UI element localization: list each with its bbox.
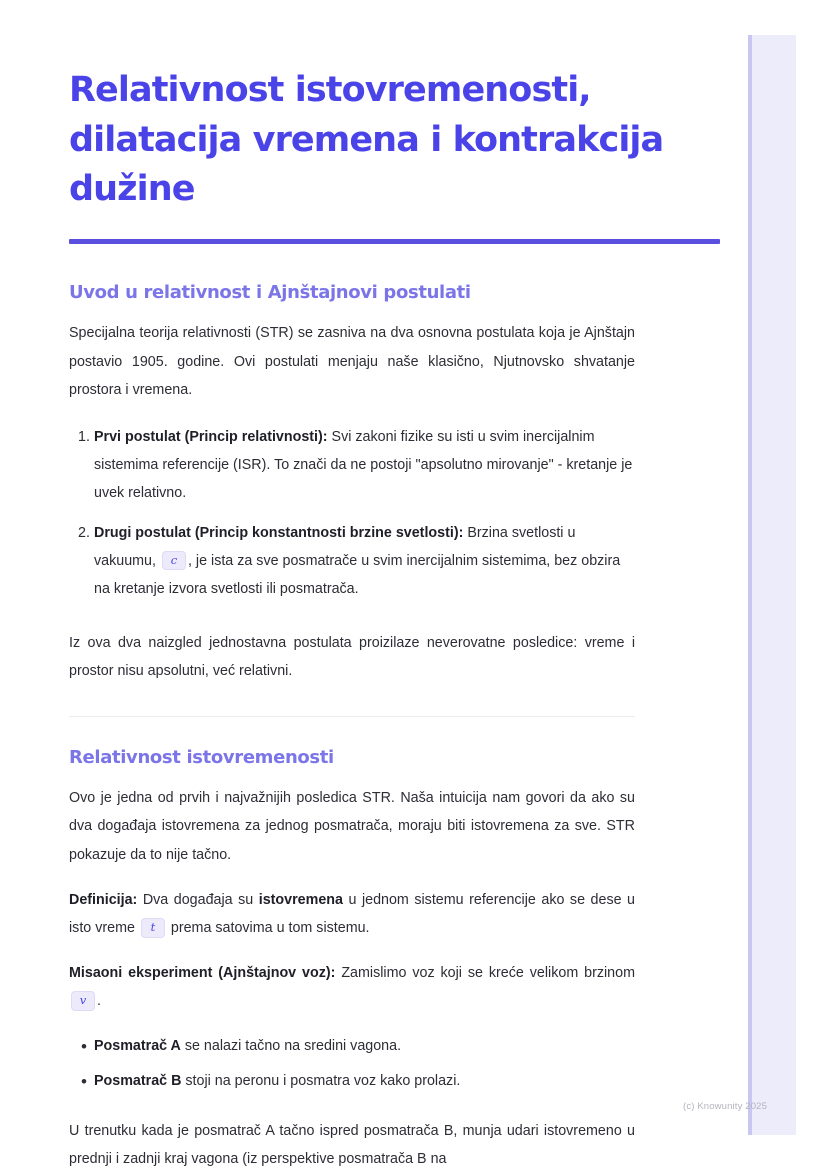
section-intro-paragraph: Specijalna teorija relativnosti (STR) se zasniva na dva osnovna postulata koja je Ajnštajn postavio 1905. godine. Ovi postulati menjaju naše klasično, Njutnovsko shvatanje prostora i vremena. xyxy=(69,325,635,399)
list-item-body xyxy=(94,519,635,604)
definition-text-before: Dva događaja su xyxy=(137,891,259,908)
list-item-lead: Drugi postulat (Princip konstantnosti brzine svetlosti): xyxy=(94,524,464,541)
definition-bold-inner: istovremena xyxy=(258,891,343,908)
list-item xyxy=(69,519,635,604)
list-item-text: se nalazi tačno na sredini vagona. xyxy=(180,1037,402,1054)
page-title: Relativnost istovremenosti, dilatacija vremena i kontrakcija dužine xyxy=(69,70,664,210)
list-item-body xyxy=(94,1067,635,1095)
thought-experiment-lead: Misaoni eksperiment (Ajnštajnov voz): xyxy=(69,964,336,981)
section2-intro-paragraph: Ovo je jedna od prvih i najvažnijih posledica STR. Naša intuicija nam govori da ako su dva događaja istovremena za jednog posmatrača, moraju biti istovremena za sve. STR pokazuje da to nije tačno. xyxy=(69,789,635,863)
math-chip-t: t xyxy=(141,918,165,937)
document-content xyxy=(69,0,664,1174)
section-heading-relativnost-istovremenosti: Relativnost istovremenosti xyxy=(69,746,334,768)
definition-lead: Definicija: xyxy=(69,891,138,908)
copyright-watermark: (c) Knowunity 2025 xyxy=(683,1101,768,1112)
definition-paragraph xyxy=(69,870,635,943)
list-marker: 1. xyxy=(78,428,90,445)
observers-list xyxy=(69,1016,635,1096)
math-chip-v: v xyxy=(71,991,95,1010)
thought-experiment-text-before: Zamislimo voz koji se kreće velikom brzinom xyxy=(335,964,635,981)
list-item-text-before: Brzina svetlosti u vakuumu, xyxy=(94,524,576,570)
list-item-lead: Posmatrač A xyxy=(94,1037,181,1054)
list-item-lead: Prvi postulat (Princip relativnosti): xyxy=(94,428,328,445)
definition-text-mid: u jednom sistemu referencije ako se dese u isto vreme xyxy=(69,891,636,937)
list-item-text: Svi zakoni fizike su isti u svim inercijalnim sistemima referencije (ISR). To znači da ne postoji "apsolutno mirovanje" - kretanje je uvek relativno. xyxy=(94,428,633,502)
list-marker: 2. xyxy=(78,524,90,541)
thought-experiment-paragraph xyxy=(69,943,635,1016)
thought-experiment-text-after: . xyxy=(97,993,101,1010)
list-item xyxy=(69,423,635,508)
bullet-icon: • xyxy=(81,1072,87,1092)
section-heading-uvod: Uvod u relativnost i Ajnštajnovi postulati xyxy=(69,282,471,304)
section2-final-paragraph: U trenutku kada je posmatrač A tačno ispred posmatrača B, munja udari istovremeno u prednji i zadnji kraj vagona (iz perspektive posmatrača B na xyxy=(69,1122,635,1168)
list-item xyxy=(69,1032,635,1060)
definition-text-after: prema satovima u tom sistemu. xyxy=(166,920,370,937)
section-closing-paragraph: Iz ova dva naizgled jednostavna postulata proizilaze neverovatne posledice: vreme i prostor nisu apsolutni, već relativni. xyxy=(69,634,635,680)
list-item xyxy=(69,1067,635,1095)
postulates-list xyxy=(69,405,635,604)
math-chip-c: c xyxy=(162,551,186,570)
list-item-text-after: , je ista za sve posmatrače u svim inercijalnim sistemima, bez obzira na kretanje izvora svetlosti ili posmatrača. xyxy=(94,553,621,598)
bullet-icon: • xyxy=(81,1036,87,1056)
list-item-lead: Posmatrač B xyxy=(94,1073,182,1090)
list-item-body xyxy=(94,423,635,508)
list-item-body xyxy=(94,1032,635,1060)
list-item-text: stoji na peronu i posmatra voz kako prolazi. xyxy=(181,1073,461,1090)
